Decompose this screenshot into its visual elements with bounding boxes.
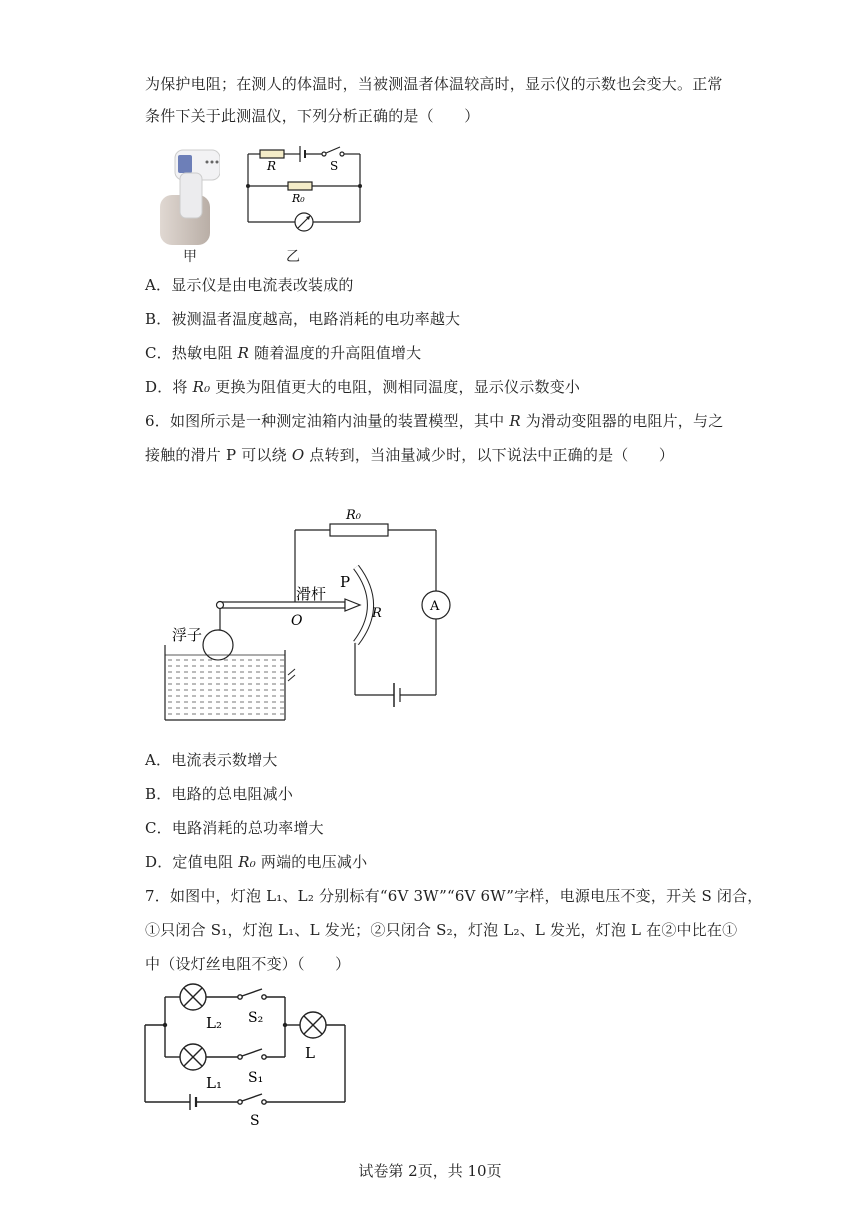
label-p: P <box>340 573 351 591</box>
label-l2: L₂ <box>206 1014 222 1032</box>
q6-stem-line1-var: R <box>509 412 521 430</box>
q5-option-c-pre: C．热敏电阻 <box>145 344 238 362</box>
q6-option-d-pre: D．定值电阻 <box>145 853 239 871</box>
label-r0: R₀ <box>292 192 305 205</box>
q7-stem-line3: 中（设灯丝电阻不变）（ ） <box>145 955 351 973</box>
q5-option-a[interactable]: A．显示仪是由电流表改装成的 <box>145 276 354 294</box>
q6-option-d[interactable] <box>145 852 367 872</box>
q6-option-c[interactable]: C．电路消耗的总功率增大 <box>145 819 324 837</box>
q6-stem-line1 <box>145 411 723 431</box>
q6-stem-line2 <box>145 445 674 465</box>
q5-stem-line2: 条件下关于此测温仪，下列分析正确的是（ ） <box>145 107 480 125</box>
label-r: R <box>372 606 382 621</box>
label-r: R <box>267 159 277 173</box>
label-s: S <box>250 1113 260 1129</box>
q6-option-b[interactable]: B．电路的总电阻减小 <box>145 785 294 803</box>
q7-stem-line2: ①只闭合 S₁，灯泡 L₁、L 发光；②只闭合 S₂，灯泡 L₂、L 发光，灯泡 L 在②中比在① <box>145 921 738 939</box>
label-s2: S₂ <box>248 1010 264 1026</box>
q5-option-d[interactable] <box>145 377 580 397</box>
q6-stem-line1-pre: 6．如图所示是一种测定油箱内油量的装置模型，其中 <box>145 412 510 430</box>
label-s1: S₁ <box>248 1070 264 1086</box>
label-slide-rod: 滑杆 <box>296 585 327 603</box>
q5-circuit-diagram <box>240 140 370 235</box>
label-l: L <box>305 1044 315 1062</box>
q5-stem-line1: 为保护电阻；在测人的体温时，当被测温者体温较高时，显示仪的示数也会变大。正常 <box>145 75 723 93</box>
q6-option-a[interactable]: A．电流表示数增大 <box>145 751 278 769</box>
q6-oil-gauge-diagram <box>160 495 460 730</box>
q5-option-c[interactable] <box>145 343 421 363</box>
q5-option-d-pre: D．将 <box>145 378 193 396</box>
ammeter-label: A <box>430 599 440 614</box>
q5-option-c-var: R <box>237 344 250 362</box>
q5-option-c-post: 随着温度的升高阻值增大 <box>249 344 422 362</box>
q5-option-d-var: R₀ <box>192 378 211 396</box>
thermometer-photo <box>150 145 220 245</box>
q6-stem-line2-pre: 接触的滑片 P 可以绕 <box>145 446 292 464</box>
figure-label-yi: 乙 <box>286 249 300 265</box>
q5-option-b[interactable]: B．被测温者温度越高，电路消耗的电功率越大 <box>145 310 461 328</box>
label-r0: R₀ <box>346 508 361 523</box>
q6-stem-line2-post: 点转到，当油量减少时，以下说法中正确的是（ ） <box>304 446 675 464</box>
label-s: S <box>330 159 339 173</box>
figure-label-jia: 甲 <box>183 249 197 265</box>
q5-option-d-post: 更换为阻值更大的电阻，测相同温度，显示仪示数变小 <box>210 378 581 396</box>
q7-lamp-circuit-diagram <box>140 980 360 1130</box>
q6-option-d-var: R₀ <box>238 853 256 871</box>
page-footer: 试卷第 2页，共 10页 <box>358 1162 502 1180</box>
q6-option-d-post: 两端的电压减小 <box>255 853 368 871</box>
label-float: 浮子 <box>172 626 203 644</box>
label-o: O <box>291 613 303 629</box>
q6-stem-line2-var: O <box>291 446 305 464</box>
q6-stem-line1-post: 为滑动变阻器的电阻片，与之 <box>520 412 724 430</box>
label-l1: L₁ <box>206 1074 222 1092</box>
q7-stem-line1: 7．如图中，灯泡 L₁、L₂ 分别标有“6V 3W”“6V 6W”字样，电源电压不变，开关 S 闭合， <box>145 887 763 905</box>
